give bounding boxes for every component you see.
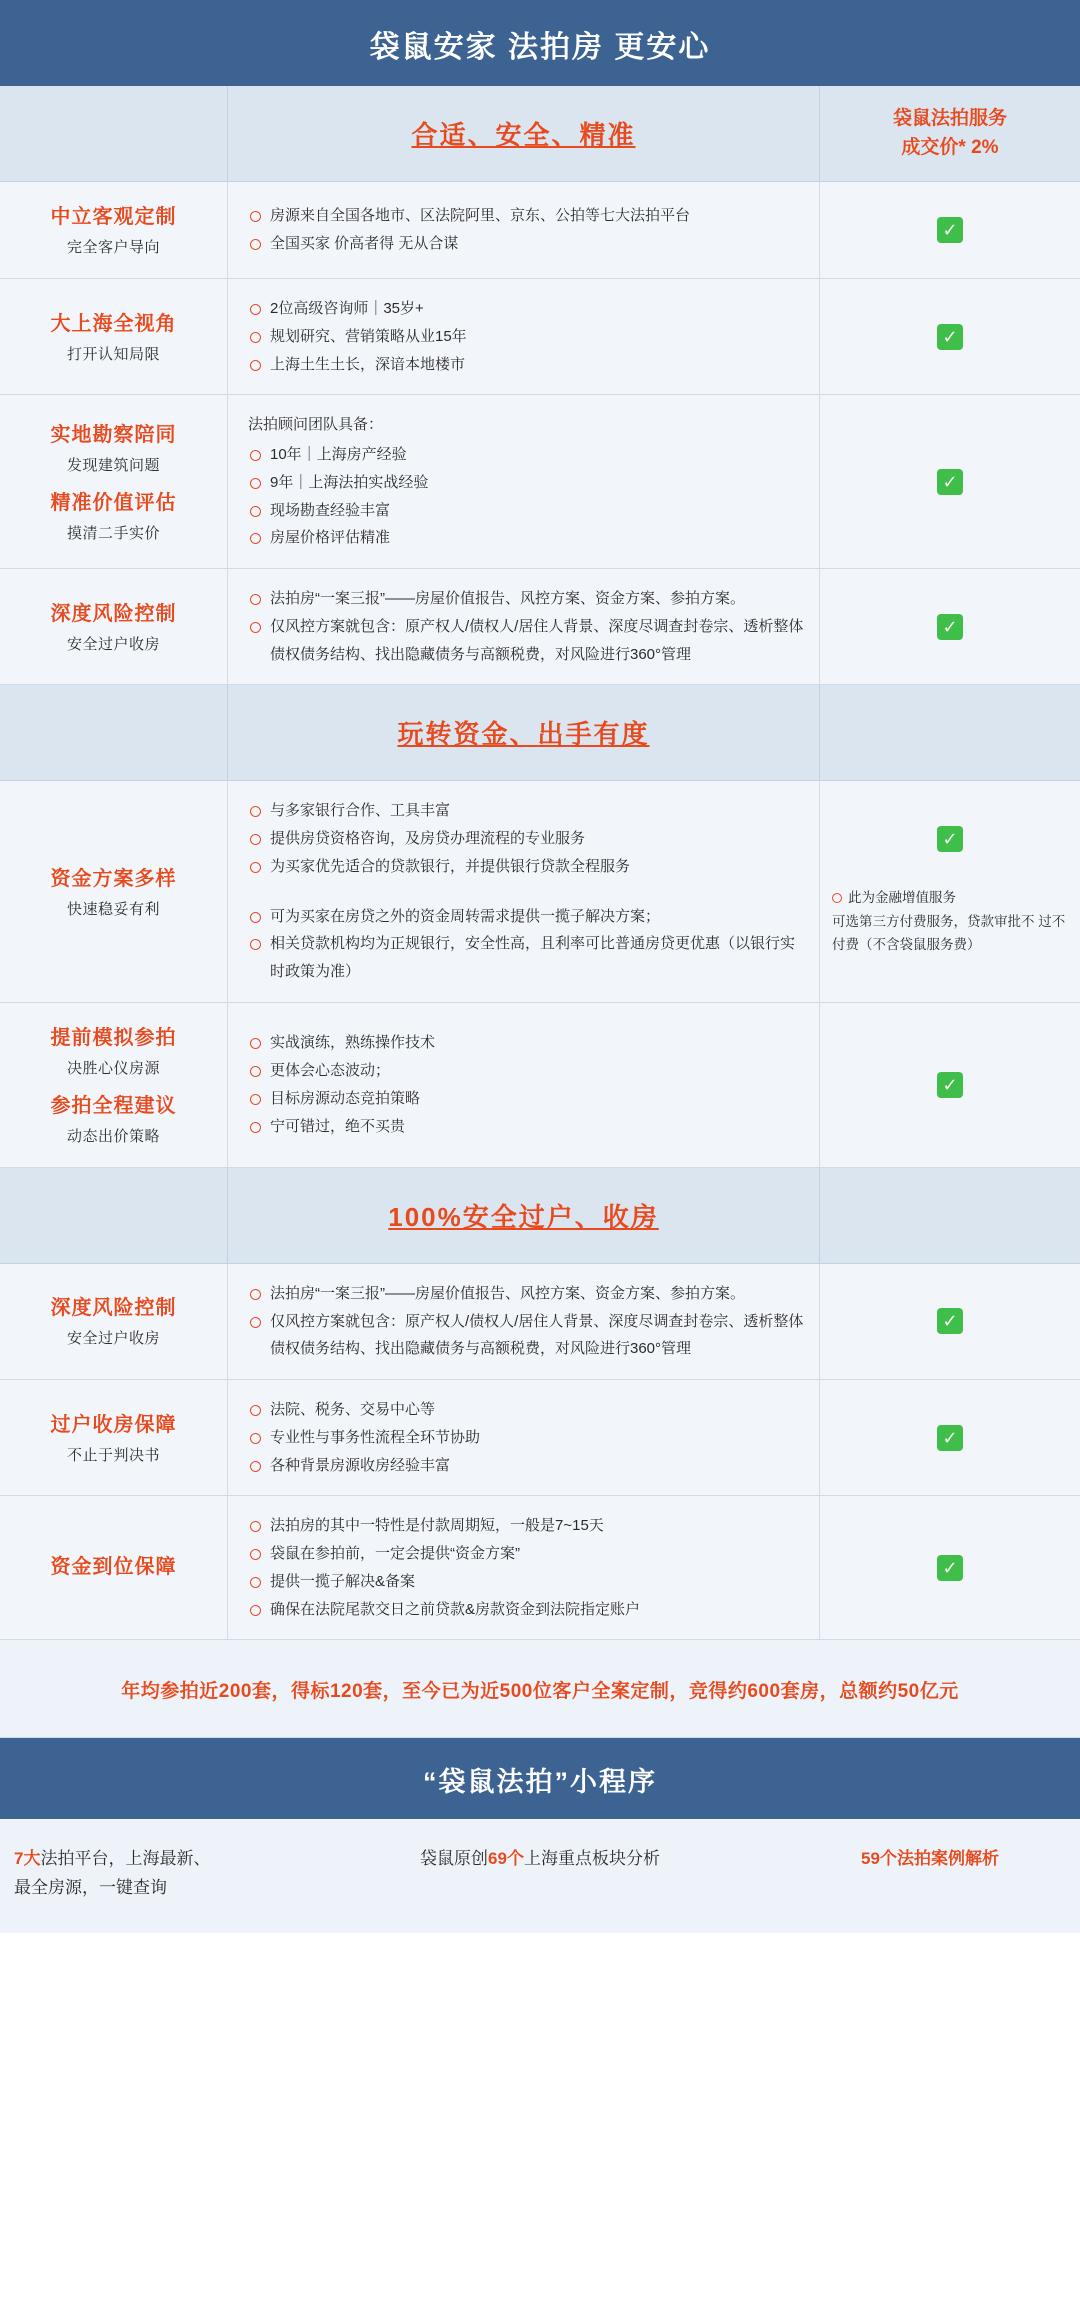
list-item: 提供房贷资格咨询，及房贷办理流程的专业服务 — [248, 825, 805, 853]
label-group — [51, 1092, 177, 1146]
list-item: 2位高级咨询师｜35岁+ — [248, 295, 805, 323]
list-item: 现场勘查经验丰富 — [248, 497, 805, 525]
section-header-2-right-spacer — [820, 685, 1080, 780]
row-check-cell — [820, 279, 1080, 394]
list-item: 宁可错过，绝不买贵 — [248, 1113, 805, 1141]
label-group — [51, 203, 177, 257]
table-row — [0, 279, 1080, 395]
list-item: 法院、税务、交易中心等 — [248, 1396, 805, 1424]
list-item: 仅风控方案就包含：原产权人/债权人/居住人背景、深度尽调查封卷宗、透析整体债权债务结构、找出隐藏债务与高额税费，对风险进行360°管理 — [248, 1308, 805, 1364]
list-item: 各种背景房源收房经验丰富 — [248, 1452, 805, 1480]
mp-col2-pre: 袋鼠原创 — [420, 1849, 489, 1869]
table-row — [0, 182, 1080, 279]
list-item: 上海土生土长，深谙本地楼市 — [248, 351, 805, 379]
mp-col2-em: 69个 — [488, 1849, 524, 1869]
list-item: 仅风控方案就包含：原产权人/债权人/居住人背景、深度尽调查封卷宗、透析整体债权债务结构、找出隐藏债务与高额税费，对风险进行360°管理 — [248, 613, 805, 669]
label-main: 参拍全程建议 — [50, 1094, 177, 1117]
check-icon: ✓ — [937, 469, 963, 495]
check-icon: ✓ — [937, 614, 963, 640]
bullet-list — [248, 1512, 805, 1623]
row-content-cell — [228, 182, 820, 278]
check-icon: ✓ — [937, 1308, 963, 1334]
label-sub: 打开认知局限 — [66, 345, 160, 363]
label-group — [51, 600, 177, 654]
bullet-list — [248, 1280, 805, 1363]
mp-column-plates — [300, 1845, 780, 1903]
mp-col2-post: 上海重点板块分析 — [523, 1849, 660, 1869]
mp-col1-em: 7大 — [14, 1849, 41, 1869]
list-item: 法拍房“一案三报”——房屋价值报告、风控方案、资金方案、参拍方案。 — [248, 1280, 805, 1308]
note-line: 过不付费（不含袋鼠服务费） — [832, 913, 1066, 953]
row-content-cell — [228, 1380, 820, 1495]
label-main: 中立客观定制 — [50, 206, 177, 228]
row-content-cell — [228, 1003, 820, 1167]
section-header-1-title-cell — [228, 86, 820, 181]
label-sub: 发现建筑问题 — [66, 456, 160, 474]
note-line: 可选第三方付费服务，贷款审批不 — [832, 913, 1035, 929]
list-item: 10年｜上海房产经验 — [248, 441, 805, 469]
note-line: 此为金融增值服务 — [832, 886, 1068, 910]
list-item: 实战演练，熟练操作技术 — [248, 1029, 805, 1057]
list-item: 目标房源动态竞拍策略 — [248, 1085, 805, 1113]
label-group — [51, 865, 177, 919]
label-main: 实地勘察陪同 — [50, 423, 177, 446]
row-label-cell — [0, 1264, 228, 1379]
list-item: 提供一揽子解决&备案 — [248, 1568, 805, 1596]
table-row — [0, 781, 1080, 1003]
row-check-cell — [820, 1496, 1080, 1639]
table-row — [0, 569, 1080, 685]
list-item: 房源来自全国各地市、区法院阿里、京东、公拍等七大法拍平台 — [248, 202, 805, 230]
label-main: 资金到位保障 — [50, 1556, 177, 1579]
table-row — [0, 395, 1080, 569]
value-added-note — [832, 886, 1068, 957]
list-item: 房屋价格评估精准 — [248, 524, 805, 552]
label-sub: 不止于判决书 — [66, 1446, 160, 1464]
list-item: 规划研究、营销策略从业15年 — [248, 323, 805, 351]
row-check-cell — [820, 395, 1080, 568]
row-content-cell — [228, 1496, 820, 1639]
list-item: 更体会心态波动； — [248, 1057, 805, 1085]
label-main: 深度风险控制 — [50, 602, 177, 625]
row-content-cell — [228, 395, 820, 568]
section-header-3-title-cell — [228, 1168, 820, 1263]
label-group — [51, 1553, 177, 1582]
label-main: 深度风险控制 — [50, 1297, 177, 1320]
section-header-2-left-spacer — [0, 685, 228, 780]
section-title-2: 玩转资金、出手有度 — [397, 719, 650, 750]
list-item: 袋鼠在参拍前，一定会提供“资金方案” — [248, 1540, 805, 1568]
bullet-list — [248, 585, 805, 668]
section-header-1-left-spacer — [0, 86, 228, 181]
list-item: 全国买家 价高者得 无从合谋 — [248, 230, 805, 258]
row-label-cell — [0, 182, 228, 278]
section-header-3 — [0, 1168, 1080, 1264]
row-label-cell — [0, 781, 228, 1002]
label-group — [51, 1411, 177, 1465]
mini-program-banner: “袋鼠法拍”小程序 — [0, 1738, 1080, 1819]
table-row — [0, 1380, 1080, 1496]
row-check-cell — [820, 569, 1080, 684]
mp-column-cases — [780, 1845, 1080, 1903]
label-group — [51, 489, 177, 543]
list-item: 确保在法院尾款交日之前贷款&房款资金到法院指定账户 — [248, 1596, 805, 1624]
row-label-cell — [0, 395, 228, 568]
top-banner: 袋鼠安家 法拍房 更安心 — [0, 0, 1080, 86]
list-item: 相关贷款机构均为正规银行，安全性高，且利率可比普通房贷更优惠（以银行实时政策为准） — [248, 930, 805, 986]
row-label-cell — [0, 279, 228, 394]
content-block — [248, 797, 805, 880]
section-header-3-left-spacer — [0, 1168, 228, 1263]
row-content-cell — [228, 1264, 820, 1379]
mp-col3-em: 59个 — [861, 1849, 897, 1869]
check-icon: ✓ — [937, 1555, 963, 1581]
service-price-line1: 袋鼠法拍服务 — [892, 108, 1007, 129]
label-main: 提前模拟参拍 — [50, 1026, 177, 1049]
row-check-cell — [820, 1003, 1080, 1167]
label-sub: 完全客户导向 — [66, 239, 160, 256]
label-group — [51, 1024, 177, 1078]
row-label-cell — [0, 1496, 228, 1639]
label-sub: 快速稳妥有利 — [66, 900, 160, 918]
bullet-list — [248, 202, 805, 258]
label-group — [51, 1294, 177, 1348]
label-sub: 决胜心仪房源 — [66, 1059, 160, 1077]
list-item: 为买家优先适合的贷款银行，并提供银行贷款全程服务 — [248, 853, 805, 881]
mp-col1-rest: 法拍平台，上海最新、 — [40, 1849, 211, 1869]
bullet-list — [248, 903, 805, 986]
section-header-1 — [0, 86, 1080, 182]
table-row — [0, 1003, 1080, 1168]
mp-column-platforms — [0, 1845, 300, 1903]
section-header-2 — [0, 685, 1080, 781]
section-title-1: 合适、安全、精准 — [411, 120, 636, 150]
check-icon: ✓ — [937, 826, 963, 852]
mp-col3-post: 法拍案例解析 — [896, 1849, 999, 1869]
row-content-cell — [228, 279, 820, 394]
row-check-cell — [820, 1380, 1080, 1495]
bullet-list — [248, 1029, 805, 1140]
label-main: 过户收房保障 — [50, 1413, 177, 1436]
label-sub: 动态出价策略 — [66, 1127, 160, 1145]
list-item: 与多家银行合作、工具丰富 — [248, 797, 805, 825]
label-group — [51, 421, 177, 475]
row-label-cell — [0, 569, 228, 684]
label-sub: 安全过户收房 — [66, 1330, 160, 1348]
list-item: 法拍房的其中一特性是付款周期短，一般是7~15天 — [248, 1512, 805, 1540]
service-price-line2: 成交价* 2% — [901, 136, 999, 158]
bullet-list — [248, 797, 805, 880]
label-main: 精准价值评估 — [50, 491, 177, 514]
content-block — [248, 903, 805, 986]
service-price-cell — [820, 86, 1080, 181]
list-item: 可为买家在房贷之外的资金周转需求提供一揽子解决方案； — [248, 903, 805, 931]
label-sub: 摸清二手实价 — [66, 524, 160, 542]
row-label-cell — [0, 1003, 228, 1167]
row-check-cell — [820, 1264, 1080, 1379]
row-check-cell — [820, 781, 1080, 1002]
label-main: 大上海全视角 — [50, 312, 177, 335]
mini-program-footer — [0, 1819, 1080, 1933]
check-icon: ✓ — [937, 1072, 963, 1098]
check-icon: ✓ — [937, 324, 963, 350]
list-item: 法拍房“一案三报”——房屋价值报告、风控方案、资金方案、参拍方案。 — [248, 585, 805, 613]
row-label-cell — [0, 1380, 228, 1495]
check-icon: ✓ — [937, 1425, 963, 1451]
bullet-list — [248, 441, 805, 552]
bullet-list — [248, 295, 805, 378]
summary-text: 年均参拍近200套，得标120套，至今已为近500位客户全案定制，竞得约600套房，总额约50亿元 — [0, 1640, 1080, 1738]
label-sub: 安全过户收房 — [66, 635, 160, 653]
label-group — [51, 310, 177, 364]
mp-col1-line2: 最全房源，一键查询 — [14, 1878, 167, 1898]
content-lead: 法拍顾问团队具备： — [248, 416, 384, 434]
bullet-list — [248, 1396, 805, 1479]
section-header-3-right-spacer — [820, 1168, 1080, 1263]
list-item: 9年｜上海法拍实战经验 — [248, 469, 805, 497]
row-check-cell — [820, 182, 1080, 278]
section-title-3: 100%安全过户、收房 — [388, 1201, 659, 1232]
table-row — [0, 1264, 1080, 1380]
section-header-2-title-cell — [228, 685, 820, 780]
row-content-cell — [228, 569, 820, 684]
row-content-cell — [228, 781, 820, 1002]
table-row — [0, 1496, 1080, 1640]
check-icon: ✓ — [937, 217, 963, 243]
label-main: 资金方案多样 — [50, 867, 177, 890]
list-item: 专业性与事务性流程全环节协助 — [248, 1424, 805, 1452]
